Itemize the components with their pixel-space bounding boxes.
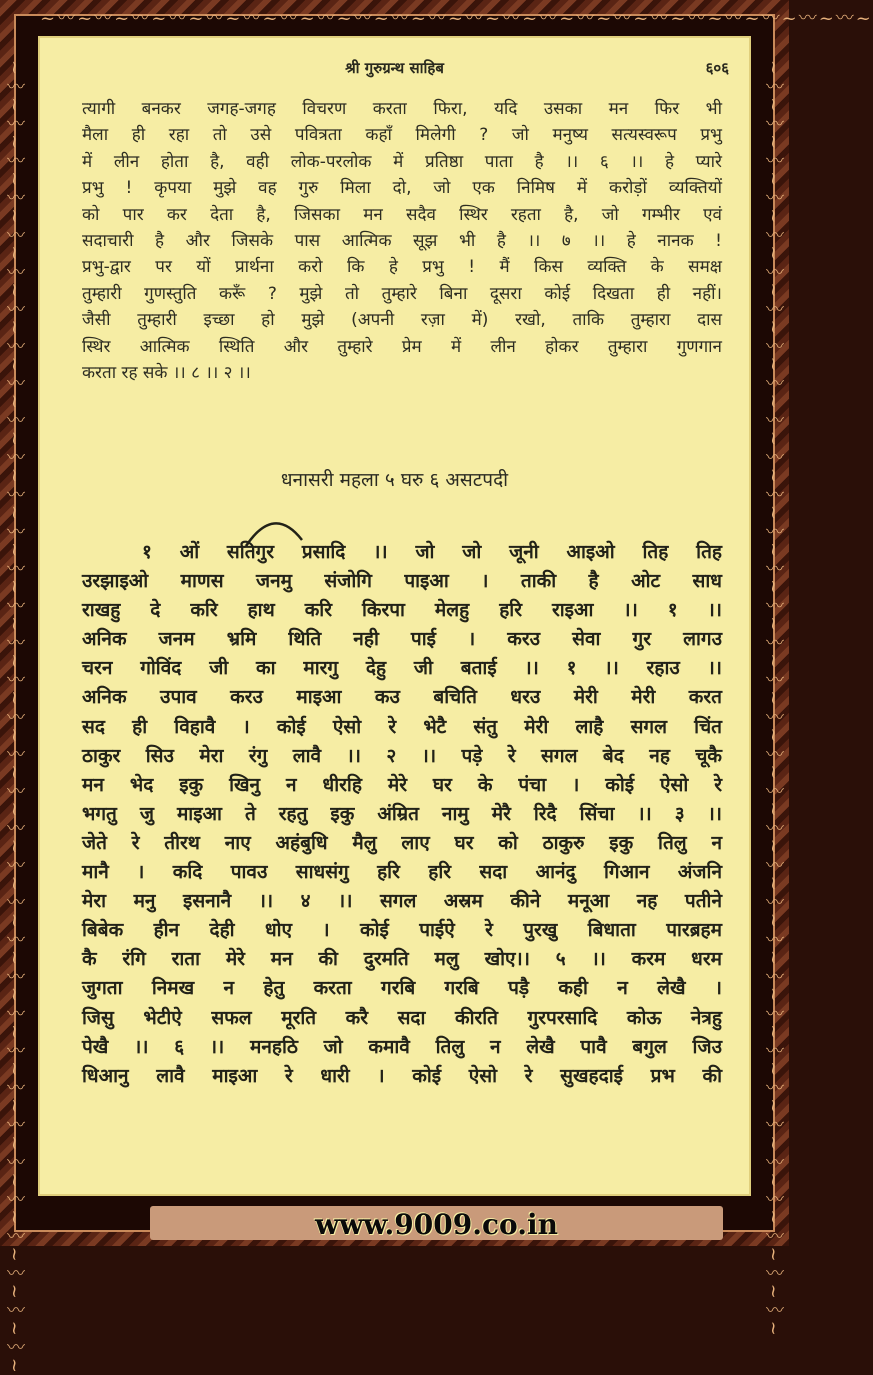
left-ornament-border: ~〰~〰~〰~〰~〰~〰~〰~〰~〰~〰~〰~〰~〰~〰~〰~〰~〰~〰~〰~〰~〰~〰~〰~〰~〰~〰~〰~〰~〰~〰~〰~〰~〰~〰~〰~ <box>4 60 25 1375</box>
verse-line: उरझाइओ माणस जनमु संजोगि पाइआ । ताकी है ओट साध <box>82 570 722 593</box>
verse-line: राखहु दे करि हाथ करि किरपा मेलहु हरि राइआ ।। १ ।। <box>82 599 722 622</box>
verse-line: पेखै ।। ६ ।। मनहठि जो कमावै तिलु न लेखै पावै बगुल जिउ <box>82 1035 722 1058</box>
book-title: श्री गुरुग्रन्थ साहिब <box>345 59 444 77</box>
prose-line: को पार कर देता है, जिसका मन सदैव स्थिर रहता है, जो गम्भीर एवं <box>82 204 722 225</box>
page-number: ६०६ <box>705 59 729 77</box>
verse-line: मानै । कदि पावउ साधसंगु हरि हरि सदा आनंदु गिआन अंजनि <box>82 861 722 884</box>
prose-line: करता रह सके ।। ८ ।। २ ।। <box>82 362 251 383</box>
verse-line: ठाकुर सिउ मेरा रंगु लावै ।। २ ।। पड़े रे सगल बेद नह चूकै <box>82 744 722 767</box>
verse-line: मेरा मनु इसनानै ।। ४ ।। सगल अस्रम कीने मनूआ नह पतीने <box>82 890 722 913</box>
prose-line: स्थिर आत्मिक स्थिति और तुम्हारे प्रेम में लीन होकर तुम्हारा गुणगान <box>82 336 722 357</box>
section-heading: धनासरी महला ५ घरु ६ असटपदी <box>280 469 509 491</box>
verse-line: कै रंगि राता मेरे मन की दुरमति मलु खोए।। ५ ।। करम धरम <box>82 948 722 971</box>
scripture-verses <box>82 538 722 1091</box>
footer-bar <box>0 1198 873 1246</box>
verse-line: सद ही विहावै । कोई ऐसो रे भेटै संतु मेरी लाहै सगल चिंत <box>82 715 722 738</box>
verse-line: अनिक जनम भ्रमि थिति नही पाई । करउ सेवा गुर लागउ <box>82 628 722 651</box>
prose-line: त्यागी बनकर जगह-जगह विचरण करता फिरा, यदि उसका मन फिर भी <box>82 99 722 119</box>
prose-line: प्रभु ! कृपया मुझे वह गुरु मिला दो, जो एक निमिष में करोड़ों व्यक्तियों <box>82 178 722 199</box>
verse-line: धिआनु लावै माइआ रे धारी । कोई ऐसो रे सुखहदाई प्रभ की <box>82 1064 722 1087</box>
verse-line: जेते रे तीरथ नाए अहंबुधि मैलु लाए घर को ठाकुरु इकु तिलु न <box>82 831 722 854</box>
translation-prose <box>82 96 722 386</box>
prose-line: में लीन होता है, वही लोक-परलोक में प्रतिष्ठा पाता है ।। ६ ।। हे प्यारे <box>82 151 722 172</box>
top-ornament-border: ~〰~〰~〰~〰~〰~〰~〰~〰~〰~〰~〰~〰~〰~〰~〰~〰~〰~〰~〰~〰~〰~〰~ <box>40 8 873 29</box>
verse-line: जिसु भेटीऐ सफल मूरति करै सदा कीरति गुरपरसादि कोऊ नेत्रहु <box>82 1006 722 1029</box>
verse-line: मन भेद इकु खिनु न धीरहि मेरे घर के पंचा । कोई ऐसो रे <box>82 773 722 796</box>
verse-line: चरन गोविंद जी का मारगु देहु जी बताई ।। १ ।। रहाउ ।। <box>82 657 722 680</box>
verse-line: बिबेक हीन देही धोए । कोई पाईऐ रे पुरखु बिधाता पारब्रहम <box>82 919 722 942</box>
running-header <box>38 58 751 84</box>
prose-line: तुम्हारी गुणस्तुति करूँ ? मुझे तो तुम्हारे बिना दूसरा कोई दिखता ही नहीं। <box>82 283 722 304</box>
prose-line: प्रभु-द्वार पर यों प्रार्थना करो कि हे प्रभु ! मैं किस व्यक्ति के समक्ष <box>82 257 722 278</box>
page-paper <box>38 36 751 1196</box>
verse-line: १ ओं सतिगुर प्रसादि ।। जो जो जूनी आइओ तिह तिह <box>142 541 722 563</box>
verse-line: भगतु जु माइआ ते रहतु इकु अंम्रित नामु मेरै रिदै सिंचा ।। ३ ।। <box>82 802 722 825</box>
prose-line: मैला ही रहा तो उसे पवित्रता कहाँ मिलेगी ? जो मनुष्य सत्यस्वरूप प्रभु <box>82 125 722 146</box>
verse-line: जुगता निमख न हेतु करता गरबि गरबि पड़ै कही न लेखै । <box>82 977 722 1000</box>
right-ornament-border: ~〰~〰~〰~〰~〰~〰~〰~〰~〰~〰~〰~〰~〰~〰~〰~〰~〰~〰~〰~〰~〰~〰~〰~〰~〰~〰~〰~〰~〰~〰~〰~〰~〰~〰~ <box>763 60 784 1338</box>
prose-line: जैसी तुम्हारी इच्छा हो मुझे (अपनी रज़ा में) रखो, ताकि तुम्हारा दास <box>82 310 722 331</box>
prose-line: सदाचारी है और जिसके पास आत्मिक सूझ भी है ।। ७ ।। हे नानक ! <box>82 230 722 251</box>
verse-line: अनिक उपाव करउ माइआ कउ बचिति धरउ मेरी मेरी करत <box>82 686 722 709</box>
website-url[interactable]: www.9009.co.in <box>315 1208 558 1241</box>
